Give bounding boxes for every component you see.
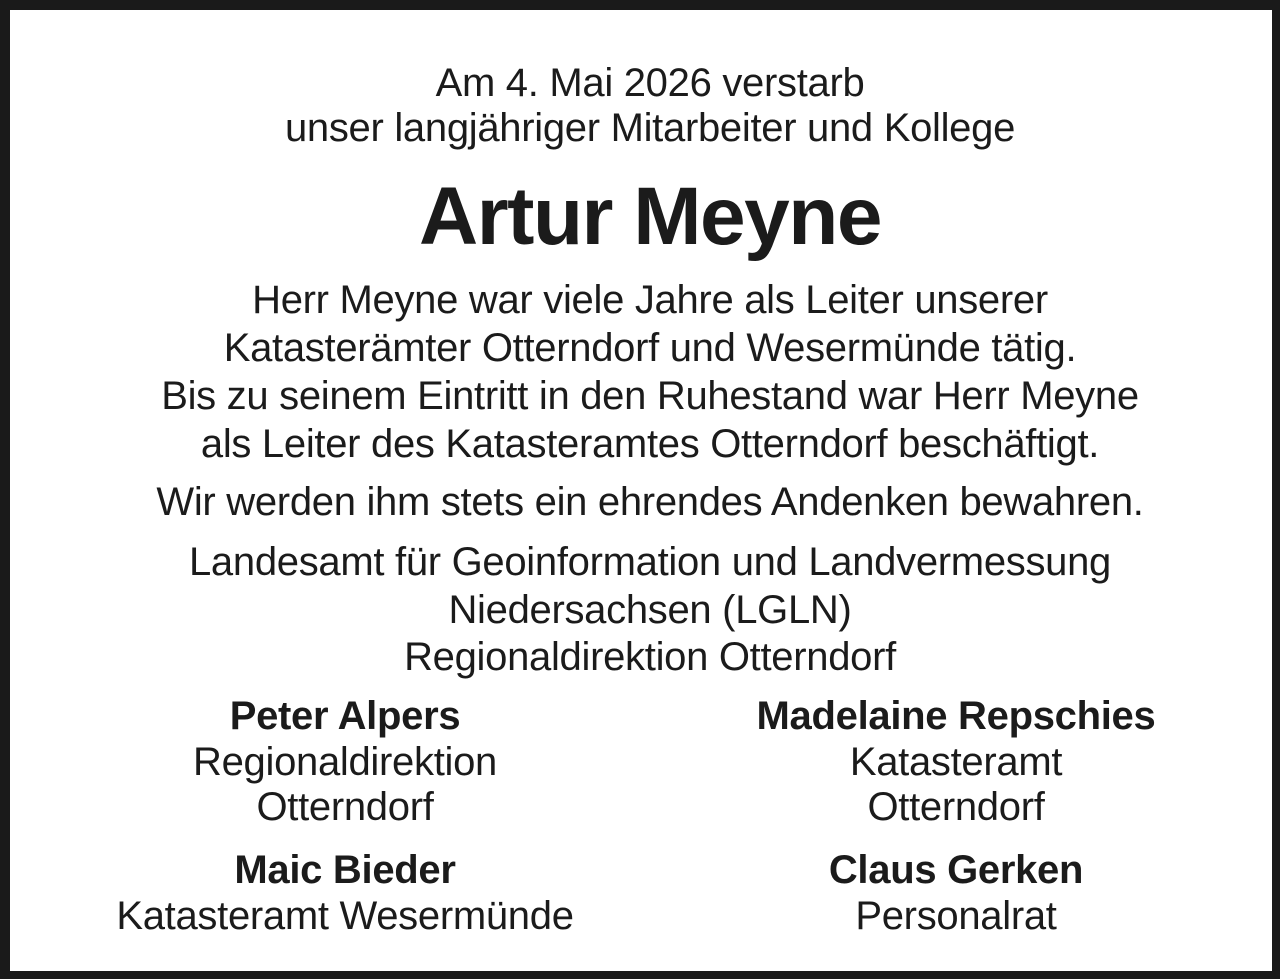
- signatory-role: Katasteramt Wesermünde: [116, 894, 574, 938]
- signatory-role: Otterndorf: [867, 785, 1045, 829]
- signatory-role: Personalrat: [855, 894, 1057, 938]
- deceased-name: Artur Meyne: [419, 171, 881, 262]
- signatory-role: Regionaldirektion: [193, 740, 497, 784]
- organization-line: Landesamt für Geoinformation und Landvermessung: [188, 540, 1111, 584]
- body-line: Katasterämter Otterndorf und Wesermünde tätig.: [223, 326, 1077, 370]
- signatory-role: Katasteramt: [849, 740, 1063, 784]
- intro-line: Am 4. Mai 2026 verstarb: [435, 61, 865, 105]
- signatory-role: Otterndorf: [256, 785, 434, 829]
- body-line: als Leiter des Katasteramtes Otterndorf beschäftigt.: [200, 422, 1100, 466]
- signatory-name: Madelaine Repschies: [756, 694, 1156, 738]
- organization-line: Regionaldirektion Otterndorf: [404, 635, 896, 679]
- signatory-name: Claus Gerken: [828, 848, 1084, 892]
- signatory-name: Peter Alpers: [229, 694, 461, 738]
- organization-line: Niedersachsen (LGLN): [448, 588, 852, 632]
- closing-line: Wir werden ihm stets ein ehrendes Andenken bewahren.: [156, 480, 1144, 524]
- signatory-name: Maic Bieder: [234, 848, 456, 892]
- body-line: Bis zu seinem Eintritt in den Ruhestand war Herr Meyne: [161, 374, 1139, 418]
- intro-line: unser langjähriger Mitarbeiter und Kollege: [284, 106, 1016, 150]
- body-line: Herr Meyne war viele Jahre als Leiter unserer: [252, 278, 1048, 322]
